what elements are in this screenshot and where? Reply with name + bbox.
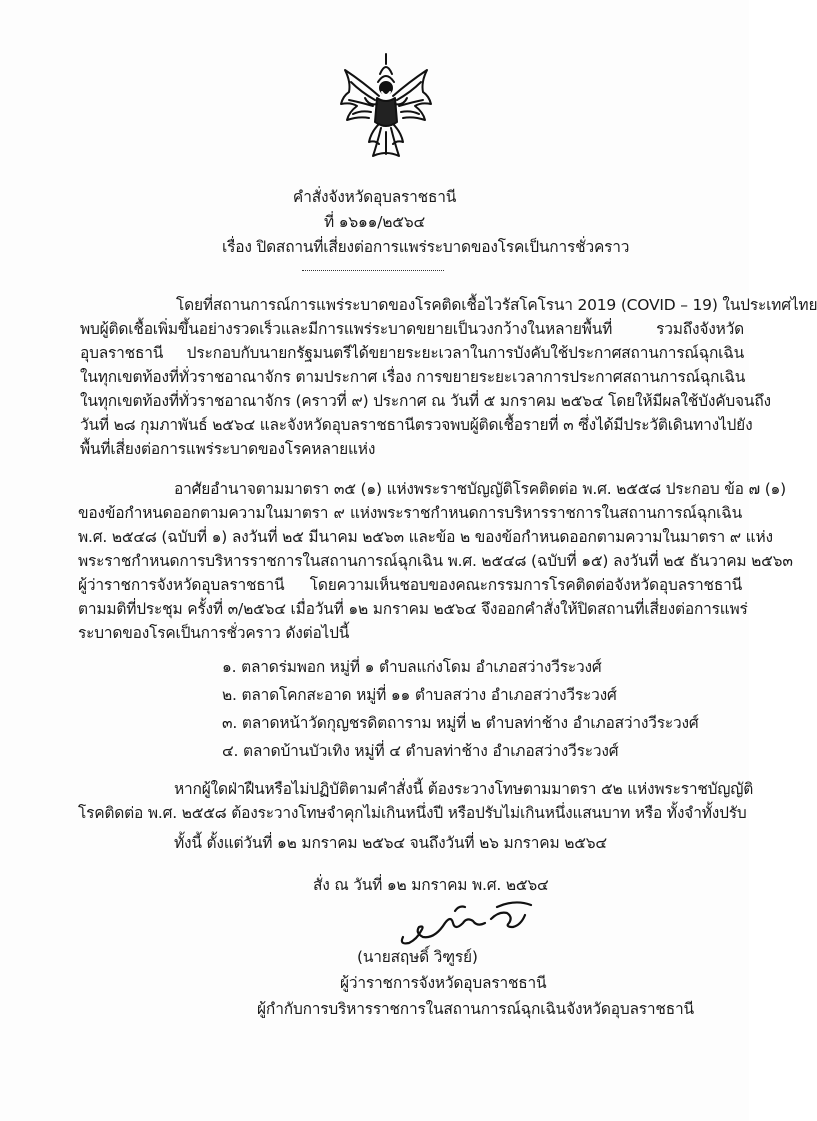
paragraph-line: พื้นที่เสี่ยงต่อการแพร่ระบาดของโรคหลายแห่ง [80,440,376,458]
list-item: ๔. ตลาดบ้านบัวเทิง หมู่ที่ ๔ ตำบลท่าช้าง อำเภอสว่างวีระวงศ์ [222,742,619,760]
signatory-position-secondary: ผู้กำกับการบริหารราชการในสถานการณ์ฉุกเฉินจังหวัดอุบลราชธานี [257,1000,694,1018]
document-subject: เรื่อง ปิดสถานที่เสี่ยงต่อการแพร่ระบาดของโรคเป็นการชั่วคราว [222,238,630,256]
paragraph-line: ระบาดของโรคเป็นการชั่วคราว ดังต่อไปนี้ [78,624,350,642]
list-item: ๓. ตลาดหน้าวัดกุญชรดิตถาราม หมู่ที่ ๒ ตำบลท่าช้าง อำเภอสว่างวีระวงศ์ [222,714,699,732]
paragraph-line: พ.ศ. ๒๕๔๘ (ฉบับที่ ๑) ลงวันที่ ๒๕ มีนาคม ๒๕๖๓ และข้อ ๒ ของข้อกำหนดออกตามความในมาตรา ๙ แห่ง [78,528,773,546]
paragraph-line: โรคติดต่อ พ.ศ. ๒๕๕๘ ต้องระวางโทษจำคุกไม่เกินหนึ่งปี หรือปรับไม่เกินหนึ่งแสนบาท หรือ ทั้งจำทั้งปรับ [78,804,747,822]
paragraph-line: ตามมติที่ประชุม ครั้งที่ ๓/๒๕๖๔ เมื่อวันที่ ๑๒ มกราคม ๒๕๖๔ จึงออกคำสั่งให้ปิดสถานที่เสี่ยงต่อการแพร่ [78,600,748,618]
paragraph-line: พระราชกำหนดการบริหารราชการในสถานการณ์ฉุกเฉิน พ.ศ. ๒๕๔๘ (ฉบับที่ ๑๕) ลงวันที่ ๒๕ ธันวาคม ๒๕๖๓ [78,552,793,570]
paragraph-line: ของข้อกำหนดออกตามความในมาตรา ๙ แห่งพระราชกำหนดการบริหารราชการในสถานการณ์ฉุกเฉิน [78,504,742,522]
document-number: ที่ ๑๖๑๑/๒๕๖๔ [323,213,426,231]
paragraph-line: หากผู้ใดฝ่าฝืนหรือไม่ปฏิบัติตามคำสั่งนี้ ต้องระวางโทษตามมาตรา ๕๒ แห่งพระราชบัญญัติ [174,780,754,798]
paragraph-line: อาศัยอำนาจตามมาตรา ๓๕ (๑) แห่งพระราชบัญญัติโรคติดต่อ พ.ศ. ๒๕๕๘ ประกอบ ข้อ ๗ (๑) [174,480,787,498]
signatory-name: (นายสฤษดิ์ วิฑูรย์) [357,948,478,966]
order-date: สั่ง ณ วันที่ ๑๒ มกราคม พ.ศ. ๒๕๖๔ [313,876,549,894]
heading-divider [302,270,444,271]
list-item: ๒. ตลาดโคกสะอาด หมู่ที่ ๑๑ ตำบลสว่าง อำเภอสว่างวีระวงศ์ [222,686,617,704]
paragraph-line: อุบลราชธานี ประกอบกับนายกรัฐมนตรีได้ขยายระยะเวลาในการบังคับใช้ประกาศสถานการณ์ฉุกเฉิน [80,344,744,362]
signatory-position: ผู้ว่าราชการจังหวัดอุบลราชธานี [340,974,547,992]
paragraph-line: ในทุกเขตท้องที่ทั่วราชอาณาจักร ตามประกาศ เรื่อง การขยายระยะเวลาการประกาศสถานการณ์ฉุกเฉิน [80,368,746,386]
list-item: ๑. ตลาดร่มพอก หมู่ที่ ๑ ตำบลแก่งโดม อำเภอสว่างวีระวงศ์ [222,658,602,676]
paragraph-line: โดยที่สถานการณ์การแพร่ระบาดของโรคติดเชื้อไวรัสโคโรนา 2019 (COVID – 19) ในประเทศไทย [176,296,817,314]
garuda-emblem-icon [335,52,437,160]
paragraph-line: ในทุกเขตท้องที่ทั่วราชอาณาจักร (คราวที่ ๙) ประกาศ ณ วันที่ ๕ มกราคม ๒๕๖๔ โดยให้มีผลใช้บังคับจนถึง [80,392,771,410]
handwritten-signature-icon [395,893,535,953]
paragraph-line: วันที่ ๒๘ กุมภาพันธ์ ๒๕๖๔ และจังหวัดอุบลราชธานีตรวจพบผู้ติดเชื้อรายที่ ๓ ซึ่งได้มีประวัติเดินทางไปยัง [80,416,753,434]
paragraph-line: พบผู้ติดเชื้อเพิ่มขึ้นอย่างรวดเร็วและมีการแพร่ระบาดขยายเป็นวงกว้างในหลายพื้นที่ รวมถึงจังหวัด [80,320,744,338]
paragraph-line: ผู้ว่าราชการจังหวัดอุบลราชธานี โดยความเห็นชอบของคณะกรรมการโรคติดต่อจังหวัดอุบลราชธานี [78,576,742,594]
effective-period: ทั้งนี้ ตั้งแต่วันที่ ๑๒ มกราคม ๒๕๖๔ จนถึงวันที่ ๒๖ มกราคม ๒๕๖๔ [174,834,607,852]
document-title: คำสั่งจังหวัดอุบลราชธานี [292,188,457,206]
